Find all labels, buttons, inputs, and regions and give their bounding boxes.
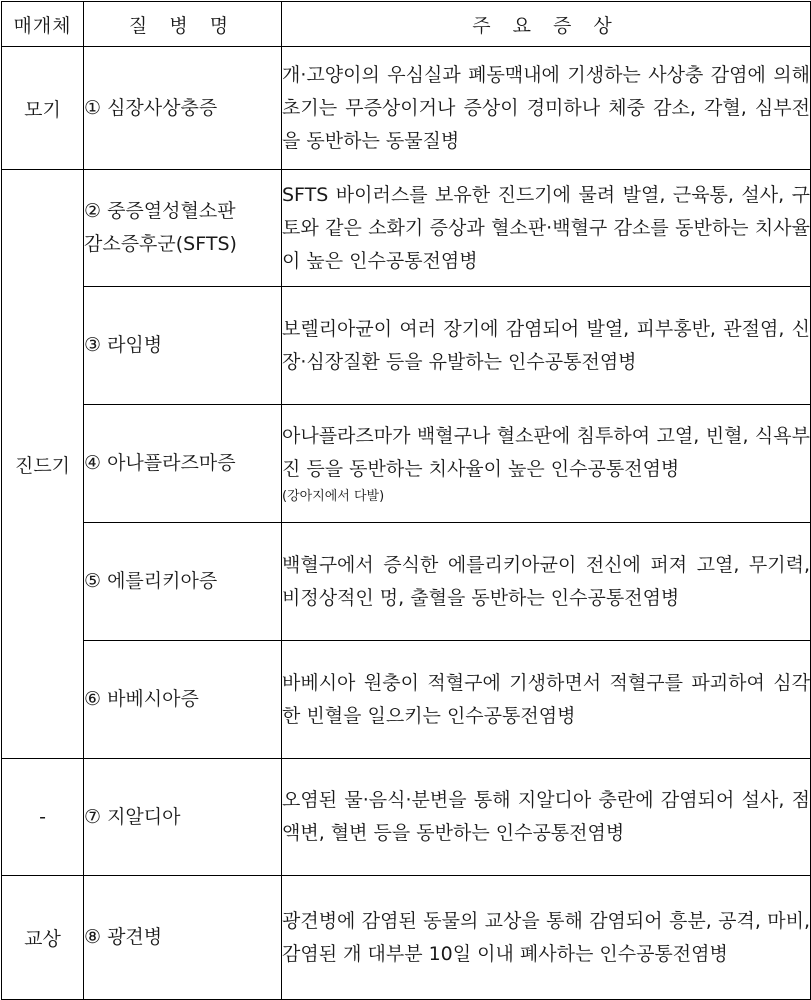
vector-cell: 진드기 [2, 170, 84, 759]
disease-name: ② 중증열성혈소판 [84, 200, 236, 222]
disease-name: ⑧ 광견병 [84, 926, 163, 948]
disease-cell [84, 405, 282, 523]
disease-name: ③ 라임병 [84, 334, 163, 356]
table-row [2, 523, 811, 641]
disease-cell [84, 759, 282, 876]
disease-cell [84, 641, 282, 759]
table-row [2, 47, 811, 170]
symptoms-text: 바베시아 원충이 적혈구에 기생하면서 적혈구를 파괴하여 심각한 빈혈을 일으키는 인수공통전염병 [282, 671, 810, 727]
disease-name-line2: 감소증후군(SFTS) [84, 233, 237, 255]
symptoms-cell [282, 759, 811, 876]
disease-name: ⑦ 지알디아 [84, 805, 181, 828]
header-row [2, 2, 811, 47]
symptoms-cell [282, 876, 811, 1000]
symptoms-text: 보렐리아균이 여러 장기에 감염되어 발열, 피부홍반, 관절염, 신장·심장질환 등을 유발하는 인수공통전염병 [282, 317, 810, 373]
table-row [2, 641, 811, 759]
disease-cell [84, 876, 282, 1000]
table-row [2, 876, 811, 1000]
table-row [2, 405, 811, 523]
symptoms-cell [282, 170, 811, 287]
table-row [2, 759, 811, 876]
vector-cell: - [2, 759, 84, 876]
table-row [2, 170, 811, 287]
symptoms-text: SFTS 바이러스를 보유한 진드기에 물려 발열, 근육통, 설사, 구토와 같은 소화기 증상과 혈소판·백혈구 감소를 동반하는 치사율이 높은 인수공통전염병 [282, 183, 810, 272]
disease-cell [84, 170, 282, 287]
disease-name: ⑤ 에를리키아증 [84, 570, 218, 592]
disease-name: ① 심장사상충증 [84, 96, 218, 119]
symptoms-text: 광견병에 감염된 동물의 교상을 통해 감염되어 흥분, 공격, 마비, 감염된 개 대부분 10일 이내 폐사하는 인수공통전염병 [282, 909, 810, 965]
header-vector: 매개체 [2, 2, 84, 47]
disease-cell [84, 47, 282, 170]
symptoms-text: 오염된 물·음식·분변을 통해 지알디아 충란에 감염되어 설사, 점액변, 혈변 등을 동반하는 인수공통전염병 [282, 789, 810, 844]
table-row [2, 287, 811, 405]
symptoms-cell [282, 287, 811, 405]
header-symptoms: 주 요 증 상 [282, 2, 811, 47]
vector-cell: 모기 [2, 47, 84, 170]
symptoms-cell [282, 47, 811, 170]
symptoms-note: (강아지에서 다발) [282, 488, 385, 504]
vector-cell: 교상 [2, 876, 84, 1000]
disease-table [1, 1, 811, 1000]
disease-cell [84, 523, 282, 641]
disease-name: ⑥ 바베시아증 [84, 688, 199, 710]
symptoms-cell [282, 405, 811, 523]
header-disease: 질 병 명 [84, 2, 282, 47]
symptoms-text: 개·고양이의 우심실과 폐동맥내에 기생하는 사상충 감염에 의해 초기는 무증상이거나 증상이 경미하나 체중 감소, 각혈, 심부전을 동반하는 동물질병 [282, 63, 810, 152]
disease-name: ④ 아나플라즈마증 [84, 452, 236, 474]
symptoms-cell [282, 641, 811, 759]
disease-cell [84, 287, 282, 405]
symptoms-text: 아나플라즈마가 백혈구나 혈소판에 침투하여 고열, 빈혈, 식욕부진 등을 동반하는 치사율이 높은 인수공통전염병 [282, 424, 810, 480]
symptoms-text: 백혈구에서 증식한 에를리키아균이 전신에 퍼져 고열, 무기력, 비정상적인 멍, 출혈을 동반하는 인수공통전염병 [282, 553, 810, 609]
symptoms-cell [282, 523, 811, 641]
